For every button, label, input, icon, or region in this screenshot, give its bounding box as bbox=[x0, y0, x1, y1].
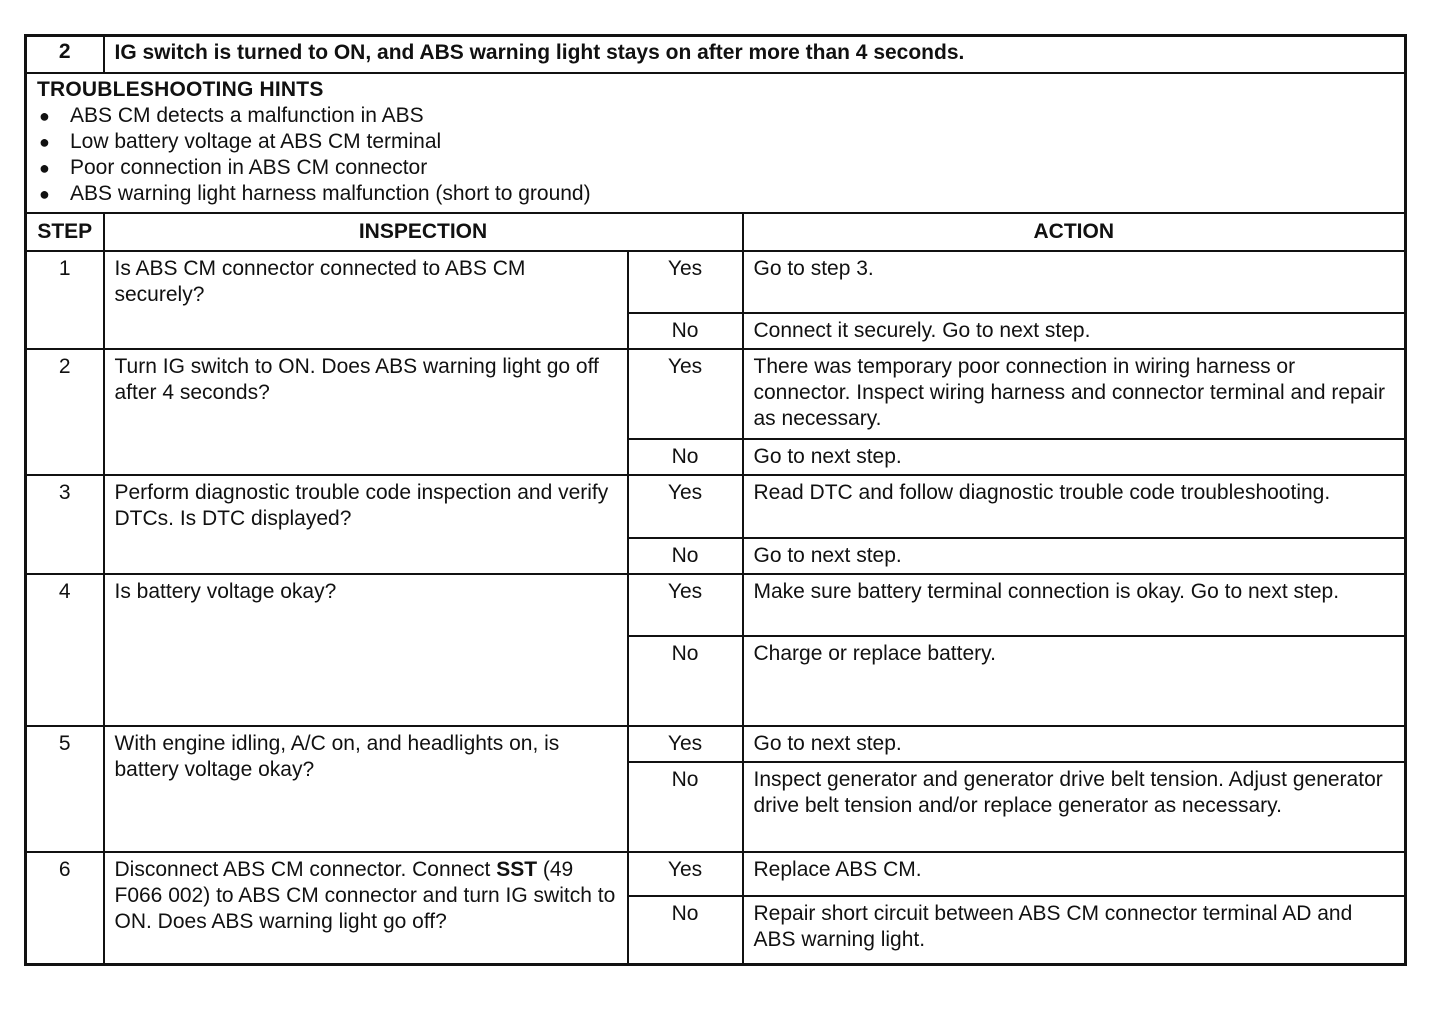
hints-list bbox=[37, 103, 1394, 207]
no-label: No bbox=[628, 538, 743, 574]
no-label: No bbox=[628, 636, 743, 726]
hint-item bbox=[37, 181, 1394, 207]
yes-action: There was temporary poor connection in wiring harness or connector. Inspect wiring harness and connector terminal and repair as necessary. bbox=[743, 349, 1406, 439]
step-number: 1 bbox=[26, 251, 104, 349]
step-row-yes bbox=[26, 852, 1406, 896]
hint-text: Low battery voltage at ABS CM terminal bbox=[70, 130, 442, 153]
step-row-yes bbox=[26, 726, 1406, 762]
inspection-text: Is ABS CM connector connected to ABS CM securely? bbox=[104, 251, 628, 349]
inspection-text: Perform diagnostic trouble code inspection and verify DTCs. Is DTC displayed? bbox=[104, 475, 628, 574]
no-action: Inspect generator and generator drive belt tension. Adjust generator drive belt tension and/or replace generator as necessary. bbox=[743, 762, 1406, 852]
no-action: Repair short circuit between ABS CM connector terminal AD and ABS warning light. bbox=[743, 896, 1406, 965]
step-row-yes bbox=[26, 574, 1406, 636]
no-action: Charge or replace battery. bbox=[743, 636, 1406, 726]
inspection-text: Turn IG switch to ON. Does ABS warning light go off after 4 seconds? bbox=[104, 349, 628, 475]
step-number: 2 bbox=[26, 349, 104, 475]
action-column-header: ACTION bbox=[743, 213, 1406, 251]
no-action: Go to next step. bbox=[743, 538, 1406, 574]
bullet-icon: ● bbox=[39, 184, 50, 204]
bullet-icon: ● bbox=[39, 132, 50, 152]
column-header-row bbox=[26, 213, 1406, 251]
hint-item bbox=[37, 129, 1394, 155]
no-label: No bbox=[628, 439, 743, 475]
bullet-icon: ● bbox=[39, 158, 50, 178]
no-label: No bbox=[628, 313, 743, 349]
yes-label: Yes bbox=[628, 349, 743, 439]
title-row bbox=[26, 36, 1406, 74]
hint-item bbox=[37, 155, 1394, 181]
step-number: 3 bbox=[26, 475, 104, 574]
hint-item bbox=[37, 103, 1394, 129]
no-label: No bbox=[628, 896, 743, 965]
procedure-title: IG switch is turned to ON, and ABS warning light stays on after more than 4 seconds. bbox=[104, 36, 1406, 74]
yes-action: Replace ABS CM. bbox=[743, 852, 1406, 896]
yes-label: Yes bbox=[628, 852, 743, 896]
step-number: 6 bbox=[26, 852, 104, 965]
inspection-text-part: (49 F066 002) to ABS CM connector and turn IG switch to ON. Does ABS warning light go off? bbox=[114, 858, 616, 933]
yes-action: Read DTC and follow diagnostic trouble code troubleshooting. bbox=[743, 475, 1406, 538]
step-column-header: STEP bbox=[26, 213, 104, 251]
procedure-number: 2 bbox=[26, 36, 104, 74]
yes-label: Yes bbox=[628, 251, 743, 313]
yes-label: Yes bbox=[628, 726, 743, 762]
sst-label: SST bbox=[496, 858, 538, 881]
step-row-yes bbox=[26, 349, 1406, 439]
hint-text: ABS CM detects a malfunction in ABS bbox=[70, 104, 424, 127]
hint-text: ABS warning light harness malfunction (short to ground) bbox=[70, 182, 591, 205]
step-number: 5 bbox=[26, 726, 104, 852]
bullet-icon: ● bbox=[39, 106, 50, 126]
no-action: Connect it securely. Go to next step. bbox=[743, 313, 1406, 349]
yes-label: Yes bbox=[628, 475, 743, 538]
inspection-column-header: INSPECTION bbox=[104, 213, 743, 251]
no-label: No bbox=[628, 762, 743, 852]
hint-text: Poor connection in ABS CM connector bbox=[70, 156, 428, 179]
step-number: 4 bbox=[26, 574, 104, 726]
troubleshooting-table bbox=[24, 34, 1407, 966]
step-row-yes bbox=[26, 475, 1406, 538]
no-action: Go to next step. bbox=[743, 439, 1406, 475]
hints-title: TROUBLESHOOTING HINTS bbox=[37, 78, 324, 101]
hints-row bbox=[26, 73, 1406, 213]
troubleshooting-hints bbox=[26, 73, 1406, 213]
inspection-text: With engine idling, A/C on, and headlights on, is battery voltage okay? bbox=[104, 726, 628, 852]
yes-action: Make sure battery terminal connection is okay. Go to next step. bbox=[743, 574, 1406, 636]
inspection-text: Is battery voltage okay? bbox=[104, 574, 628, 726]
step-row-yes bbox=[26, 251, 1406, 313]
yes-label: Yes bbox=[628, 574, 743, 636]
yes-action: Go to next step. bbox=[743, 726, 1406, 762]
inspection-text-part: Disconnect ABS CM connector. Connect bbox=[114, 858, 497, 881]
yes-action: Go to step 3. bbox=[743, 251, 1406, 313]
inspection-text bbox=[104, 852, 628, 965]
